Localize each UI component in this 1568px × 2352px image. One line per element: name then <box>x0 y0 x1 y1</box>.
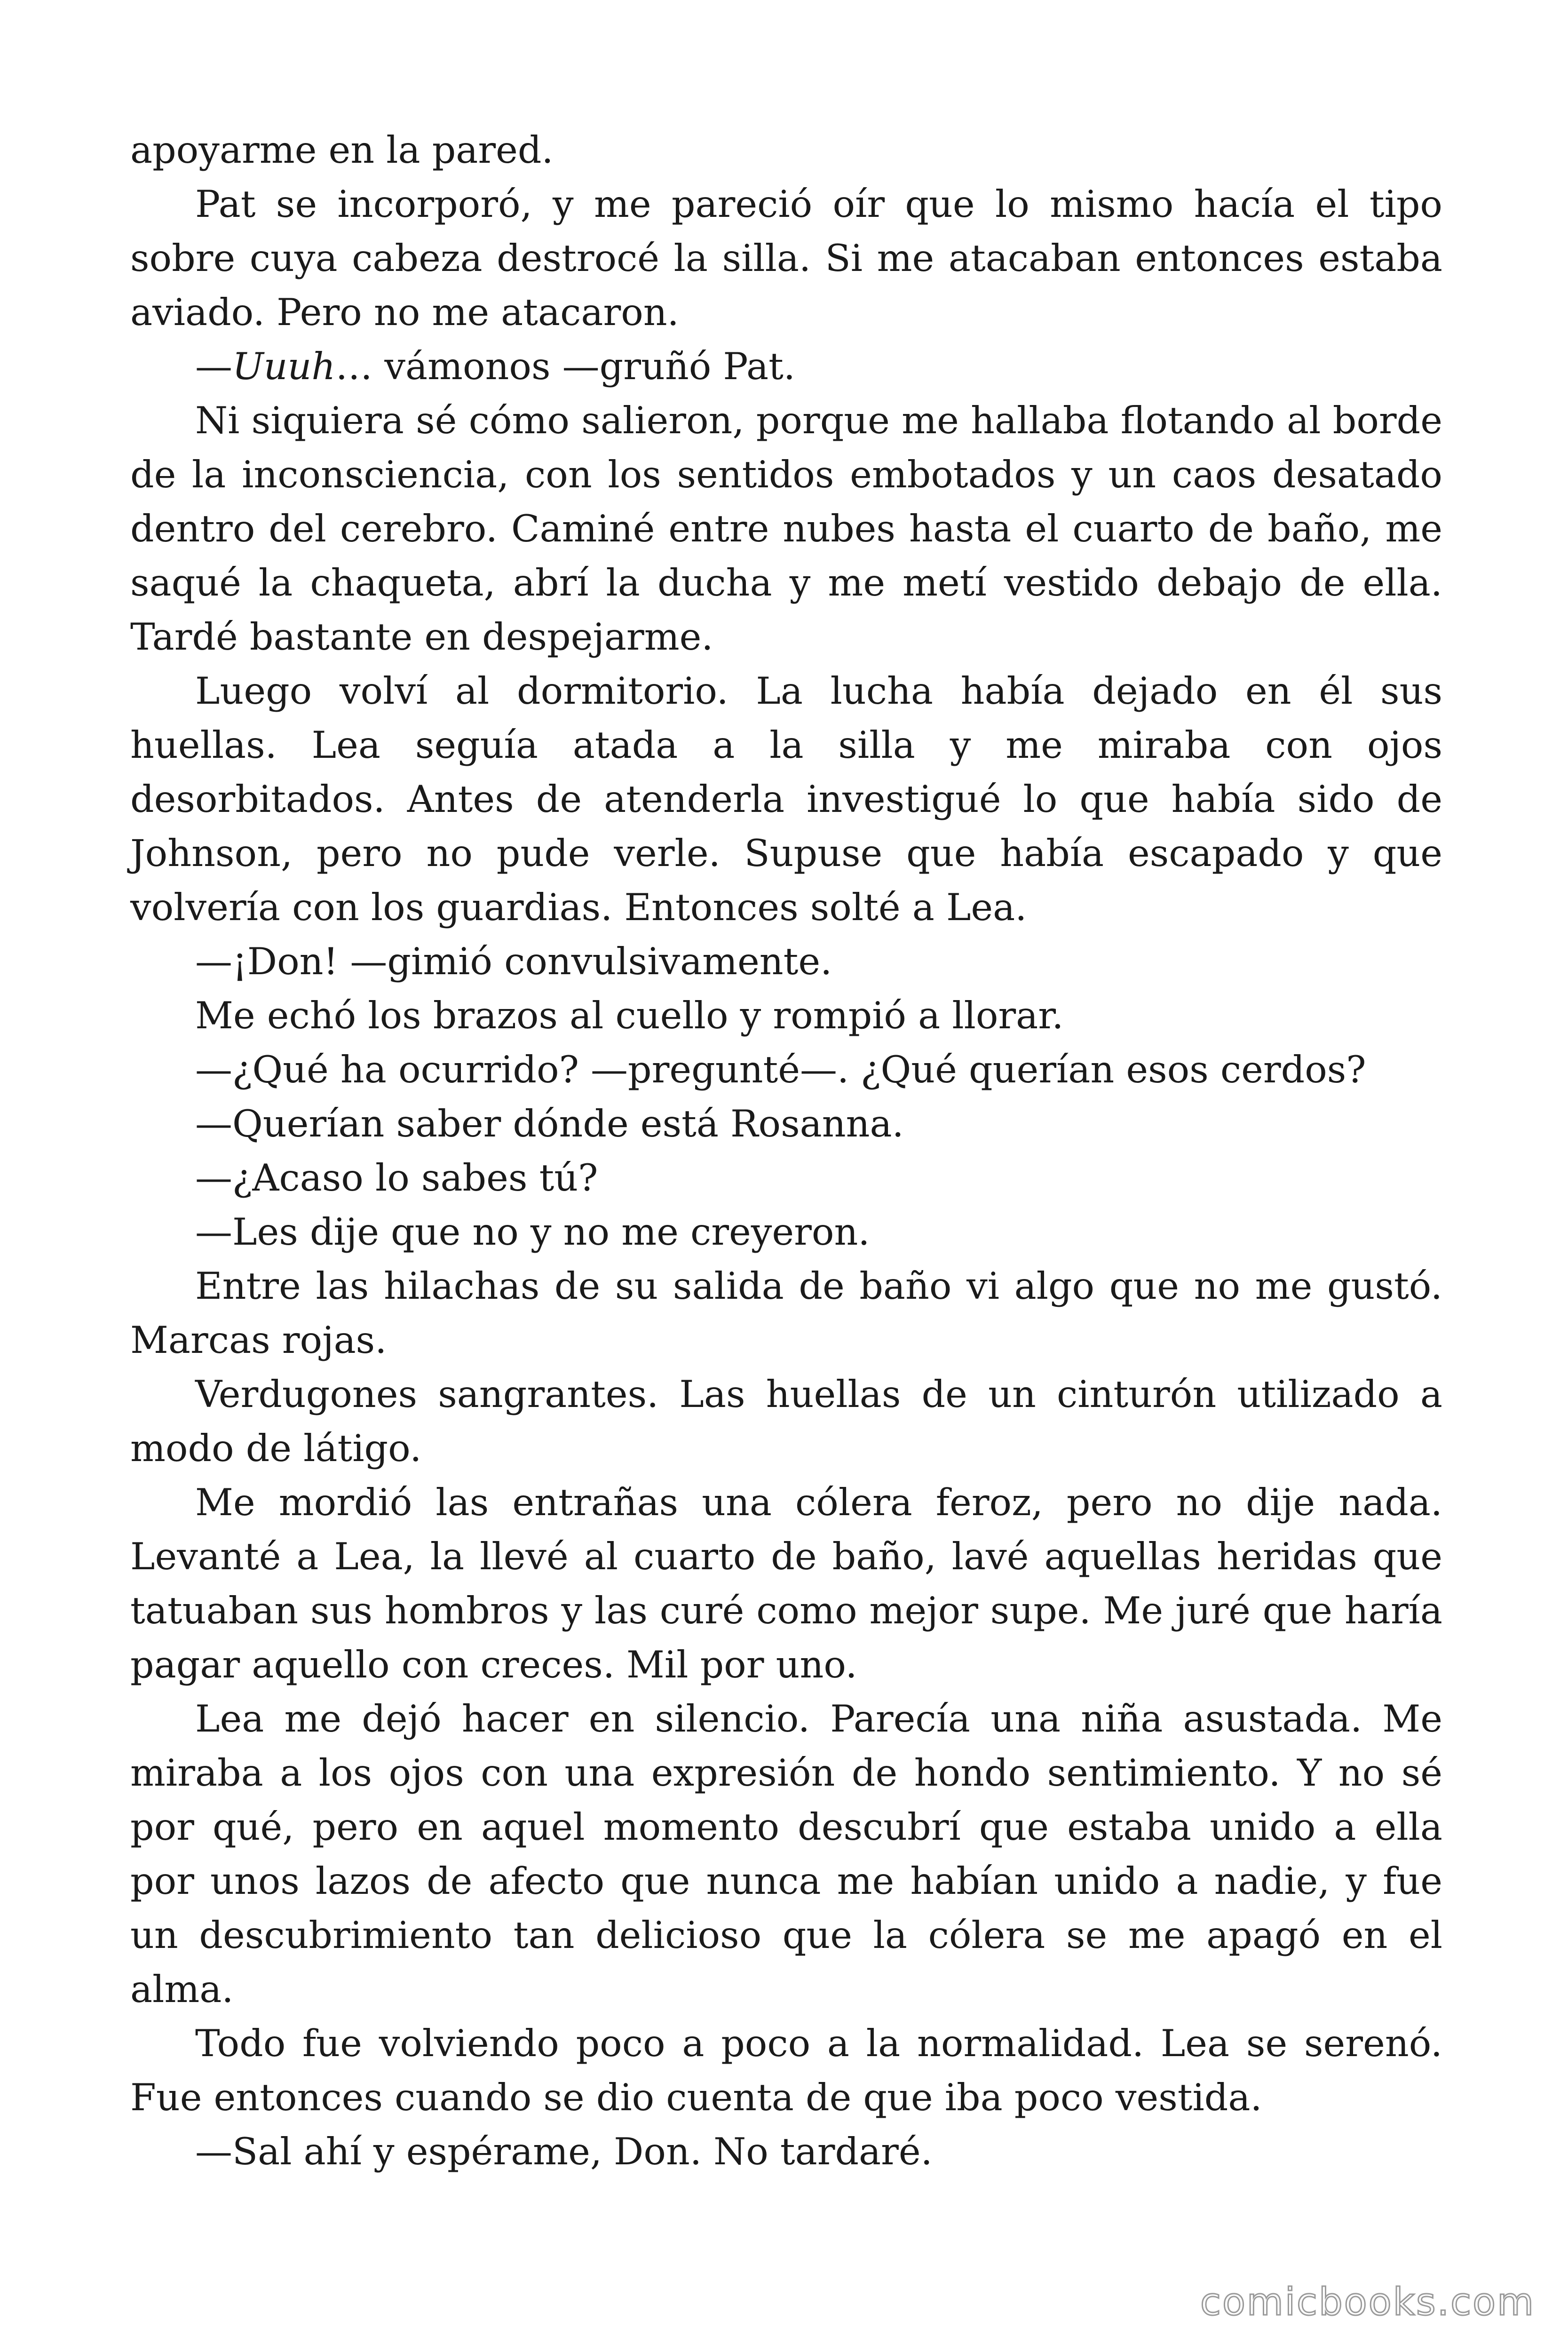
paragraph: Todo fue volviendo poco a poco a la normalidad. Lea se serenó. Fue entonces cuando se dio cuenta de que iba poco vestida. <box>130 2022 1442 2119</box>
paragraph: —¿Acaso lo sabes tú? <box>195 1156 598 1200</box>
paragraph: —Querían saber dónde está Rosanna. <box>195 1102 904 1145</box>
paragraph: Lea me dejó hacer en silencio. Parecía una niña asustada. Me miraba a los ojos con una expresión de hondo sentimiento. Y no sé por qué, pero en aquel momento descubrí que estaba unido a ella por unos lazos de afecto que nunca me habían unido a nadie, y fue un descubrimiento tan delicioso que la cólera se me apagó en el alma. <box>130 1697 1442 2011</box>
paragraph: —Les dije que no y no me creyeron. <box>195 1210 870 1254</box>
italic-interjection: Uuuh <box>232 345 336 388</box>
paragraph: —¡Don! —gimió convulsivamente. <box>195 940 832 983</box>
paragraph: —Uuuh… vámonos —gruñó Pat. <box>195 345 795 388</box>
paragraph: Me echó los brazos al cuello y rompió a llorar. <box>195 994 1064 1037</box>
paragraph: Verdugones sangrantes. Las huellas de un cinturón utilizado a modo de látigo. <box>130 1373 1442 1470</box>
paragraph: —Sal ahí y espérame, Don. No tardaré. <box>195 2130 933 2173</box>
paragraph: Me mordió las entrañas una cólera feroz, pero no dije nada. Levanté a Lea, la llevé al cuarto de baño, lavé aquellas heridas que tatuaban sus hombros y las curé como mejor supe. Me juré que haría pagar aquello con creces. Mil por uno. <box>130 1481 1442 1686</box>
paragraph: Entre las hilachas de su salida de baño vi algo que no me gustó. Marcas rojas. <box>130 1264 1442 1362</box>
paragraph: —¿Qué ha ocurrido? —pregunté—. ¿Qué querían esos cerdos? <box>195 1048 1366 1091</box>
body-text <box>130 123 1442 2179</box>
paragraph: apoyarme en la pared. <box>130 128 554 172</box>
paragraph: Ni siquiera sé cómo salieron, porque me hallaba flotando al borde de la inconsciencia, con los sentidos embotados y un caos desatado dentro del cerebro. Caminé entre nubes hasta el cuarto de baño, me saqué la chaqueta, abrí la ducha y me metí vestido debajo de ella. Tardé bastante en despejarme. <box>130 399 1442 659</box>
paragraph: Pat se incorporó, y me pareció oír que lo mismo hacía el tipo sobre cuya cabeza destrocé la silla. Si me atacaban entonces estaba aviado. Pero no me atacaron. <box>130 183 1442 334</box>
paragraph: Luego volví al dormitorio. La lucha había dejado en él sus huellas. Lea seguía atada a la silla y me miraba con ojos desorbitados. Antes de atenderla investigué lo que había sido de Johnson, pero no pude verle. Supuse que había escapado y que volvería con los guardias. Entonces solté a Lea. <box>130 669 1442 929</box>
watermark: comicbooks.com <box>1200 2280 1535 2324</box>
